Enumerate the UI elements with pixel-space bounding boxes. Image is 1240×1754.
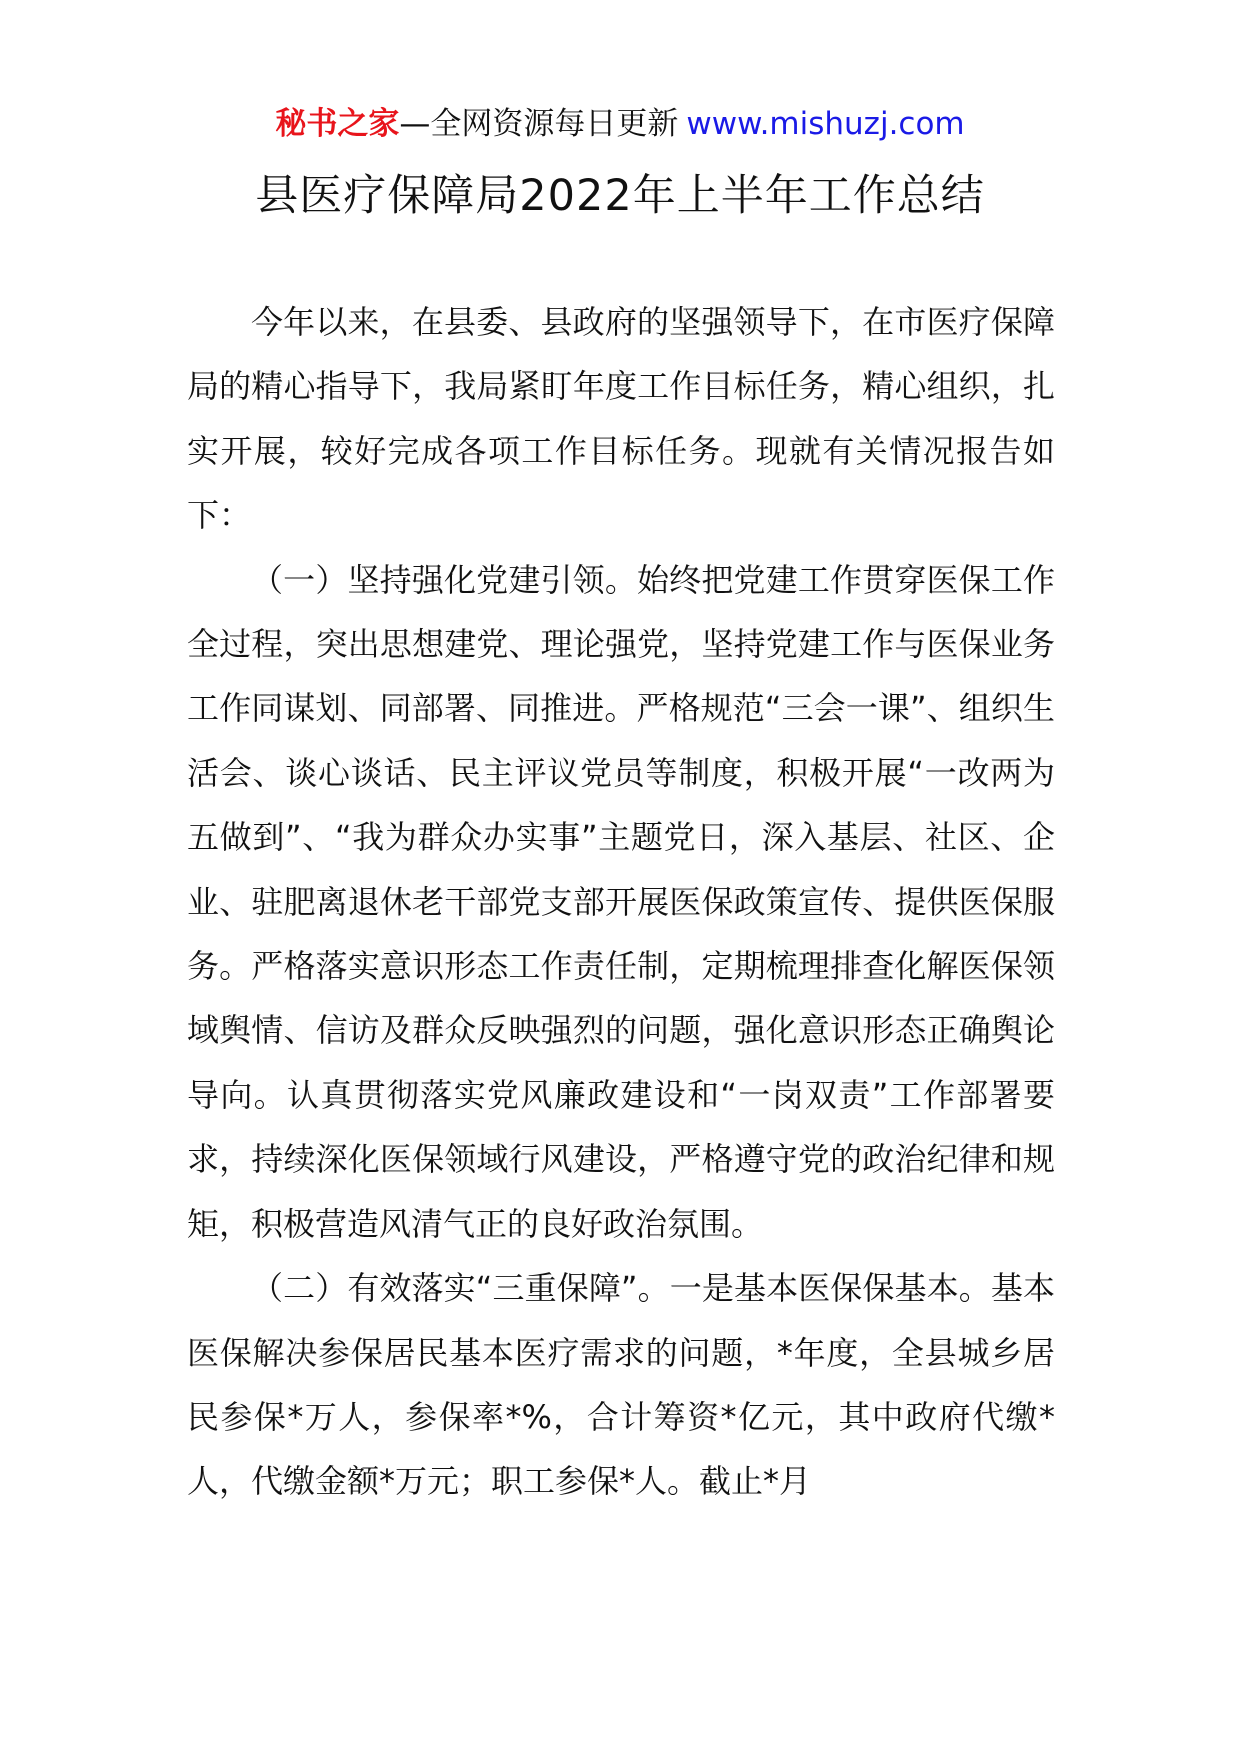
document-body <box>187 290 1055 1514</box>
site-url-link[interactable]: www.mishuzj.com <box>686 106 965 142</box>
site-header <box>0 104 1240 144</box>
paragraph-three-guarantees: （二）有效落实“三重保障”。一是基本医保保基本。基本医保解决参保居民基本医疗需求的问题，*年度，全县城乡居民参保*万人，参保率*%，合计筹资*亿元，其中政府代缴*人，代缴金额*万元；职工参保*人。截止*月 <box>187 1269 1055 1501</box>
site-tagline: —全网资源每日更新 <box>399 106 679 142</box>
paragraph-intro: 今年以来，在县委、县政府的坚强领导下，在市医疗保障局的精心指导下，我局紧盯年度工作目标任务，精心组织，扎实开展，较好完成各项工作目标任务。现就有关情况报告如下： <box>187 303 1055 535</box>
document-title: 县医疗保障局2022年上半年工作总结 <box>255 171 985 221</box>
paragraph-party-building: （一）坚持强化党建引领。始终把党建工作贯穿医保工作全过程，突出思想建党、理论强党，坚持党建工作与医保业务工作同谋划、同部署、同推进。严格规范“三会一课”、组织生活会、谈心谈话、民主评议党员等制度，积极开展“一改两为五做到”、“我为群众办实事”主题党日，深入基层、社区、企业、驻肥离退休老干部党支部开展医保政策宣传、提供医保服务。严格落实意识形态工作责任制，定期梳理排查化解医保领域舆情、信访及群众反映强烈的问题，强化意识形态正确舆论导向。认真贯彻落实党风廉政建设和“一岗双责”工作部署要求，持续深化医保领域行风建设，严格遵守党的政治纪律和规矩，积极营造风清气正的良好政治氛围。 <box>187 560 1055 1243</box>
site-brand: 秘书之家 <box>275 106 400 142</box>
